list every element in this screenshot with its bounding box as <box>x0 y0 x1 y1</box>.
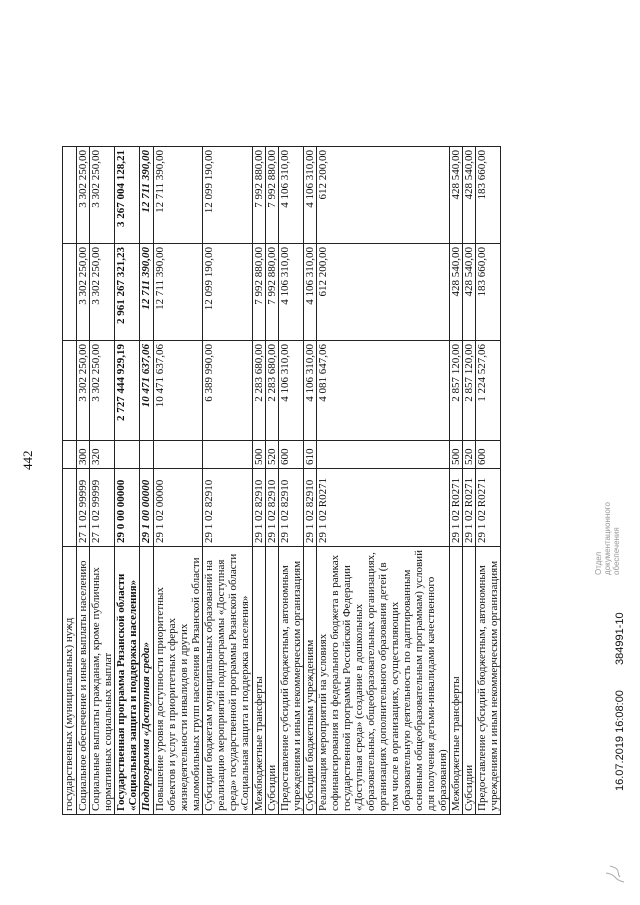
row-2019-cell: 2 857 120,00 <box>463 341 476 441</box>
row-2021-cell: 428 540,00 <box>463 147 476 244</box>
row-2020-cell: 4 106 310,00 <box>304 244 317 341</box>
row-2020-cell: 12 099 190,00 <box>203 244 253 341</box>
row-name-cell: Межбюджетные трансферты <box>253 547 266 815</box>
page-number: 442 <box>20 450 35 470</box>
row-2021-cell: 7 992 880,00 <box>266 147 279 244</box>
row-2020-cell: 612 200,00 <box>317 244 450 341</box>
row-csr-cell: 29 1 02 82910 <box>203 469 253 547</box>
row-vr-cell: 320 <box>90 441 115 469</box>
row-vr-cell <box>203 441 253 469</box>
row-2020-cell: 12 711 390,00 <box>140 244 154 341</box>
row-2021-cell: 3 267 004 128,21 <box>115 147 140 244</box>
row-2021-cell: 183 660,00 <box>476 147 501 244</box>
row-vr-cell <box>63 441 77 469</box>
row-name-cell: Социальные выплаты гражданам, кроме публичных нормативных социальных выплат <box>90 547 115 815</box>
row-2019-cell: 2 283 680,00 <box>253 341 266 441</box>
row-vr-cell <box>317 441 450 469</box>
table-row <box>154 147 203 815</box>
row-vr-cell <box>140 441 154 469</box>
row-csr-cell: 27 1 02 99999 <box>90 469 115 547</box>
table-row <box>77 147 90 815</box>
row-vr-cell <box>154 441 203 469</box>
row-vr-cell: 600 <box>476 441 501 469</box>
row-2020-cell: 3 302 250,00 <box>77 244 90 341</box>
table-row <box>279 147 304 815</box>
row-2020-cell: 3 302 250,00 <box>90 244 115 341</box>
row-2019-cell: 4 106 310,00 <box>279 341 304 441</box>
table-row <box>450 147 463 815</box>
row-vr-cell <box>115 441 140 469</box>
office-stamp <box>594 500 621 575</box>
row-name-cell: Субсидии <box>463 547 476 815</box>
row-2019-cell: 2 857 120,00 <box>450 341 463 441</box>
row-2019-cell: 10 471 637,06 <box>154 341 203 441</box>
row-2021-cell <box>63 147 77 244</box>
row-2021-cell: 7 992 880,00 <box>253 147 266 244</box>
row-vr-cell: 610 <box>304 441 317 469</box>
row-csr-cell: 29 1 02 82910 <box>304 469 317 547</box>
row-vr-cell: 520 <box>266 441 279 469</box>
row-2020-cell: 7 992 880,00 <box>266 244 279 341</box>
row-2019-cell: 2 283 680,00 <box>266 341 279 441</box>
footer-doc-id: 384991-10 <box>614 612 626 665</box>
row-2020-cell <box>63 244 77 341</box>
table-row <box>317 147 450 815</box>
row-name-cell: Субсидии <box>266 547 279 815</box>
row-csr-cell: 29 1 02 82910 <box>266 469 279 547</box>
row-2019-cell <box>63 341 77 441</box>
handwritten-mark <box>600 863 628 885</box>
row-name-cell: Предоставление субсидий бюджетным, автономным учреждениям и иным некоммерческим организациям <box>279 547 304 815</box>
row-name-cell: Подпрограмма «Доступная среда» <box>140 547 154 815</box>
row-2020-cell: 7 992 880,00 <box>253 244 266 341</box>
row-name-cell: Межбюджетные трансферты <box>450 547 463 815</box>
row-2021-cell: 3 302 250,00 <box>77 147 90 244</box>
row-csr-cell: 29 1 02 R0271 <box>450 469 463 547</box>
row-name-cell: Субсидии бюджетам муниципальных образований на реализацию мероприятий подпрограммы «Доступная среда» государственной программы Рязанской области «Социальная защита и поддержка населения» <box>203 547 253 815</box>
row-2021-cell: 4 106 310,00 <box>304 147 317 244</box>
row-2021-cell: 612 200,00 <box>317 147 450 244</box>
row-vr-cell: 520 <box>463 441 476 469</box>
table-row <box>140 147 154 815</box>
row-csr-cell <box>63 469 77 547</box>
row-2020-cell: 12 711 390,00 <box>154 244 203 341</box>
row-vr-cell: 500 <box>450 441 463 469</box>
table-row <box>266 147 279 815</box>
table-row <box>304 147 317 815</box>
row-2021-cell: 4 106 310,00 <box>279 147 304 244</box>
document-footer <box>614 590 626 791</box>
table-row <box>90 147 115 815</box>
row-2020-cell: 428 540,00 <box>463 244 476 341</box>
row-2019-cell: 3 302 250,00 <box>90 341 115 441</box>
row-2019-cell: 2 727 444 929,19 <box>115 341 140 441</box>
row-2019-cell: 3 302 250,00 <box>77 341 90 441</box>
row-2021-cell: 428 540,00 <box>450 147 463 244</box>
stamp-text: Отдел документационного обеспечения <box>594 502 621 575</box>
row-csr-cell: 29 1 02 R0271 <box>317 469 450 547</box>
row-name-cell: государственных (муниципальных) нужд <box>63 547 77 815</box>
row-2020-cell: 428 540,00 <box>450 244 463 341</box>
row-name-cell: Субсидии бюджетным учреждениям <box>304 547 317 815</box>
row-name-cell: Государственная программа Рязанской области «Социальная защита и поддержка населения» <box>115 547 140 815</box>
row-csr-cell: 29 1 02 00000 <box>154 469 203 547</box>
row-name-cell: Повышение уровня доступности приоритетных объектов и услуг в приоритетных сферах жизнедеятельности инвалидов и других маломобильных групп населения в Рязанской области <box>154 547 203 815</box>
row-csr-cell: 29 1 00 00000 <box>140 469 154 547</box>
table-row <box>203 147 253 815</box>
row-vr-cell: 600 <box>279 441 304 469</box>
table-row <box>253 147 266 815</box>
row-vr-cell: 500 <box>253 441 266 469</box>
row-csr-cell: 27 1 02 99999 <box>77 469 90 547</box>
row-csr-cell: 29 1 02 82910 <box>253 469 266 547</box>
row-2021-cell: 12 711 390,00 <box>154 147 203 244</box>
row-name-cell: Социальное обеспечение и иные выплаты населению <box>77 547 90 815</box>
row-2021-cell: 3 302 250,00 <box>90 147 115 244</box>
row-2021-cell: 12 711 390,00 <box>140 147 154 244</box>
row-name-cell: Предоставление субсидий бюджетным, автономным учреждениям и иным некоммерческим организациям <box>476 547 501 815</box>
row-2019-cell: 4 081 647,06 <box>317 341 450 441</box>
footer-timestamp: 16.07.2019 16:08:00 <box>614 690 626 791</box>
row-2021-cell: 12 099 190,00 <box>203 147 253 244</box>
row-2019-cell: 4 106 310,00 <box>304 341 317 441</box>
row-2020-cell: 4 106 310,00 <box>279 244 304 341</box>
table-row <box>63 147 77 815</box>
row-vr-cell: 300 <box>77 441 90 469</box>
budget-table <box>62 146 501 815</box>
table-row <box>463 147 476 815</box>
table-row <box>476 147 501 815</box>
row-csr-cell: 29 1 02 R0271 <box>463 469 476 547</box>
row-2020-cell: 2 961 267 321,23 <box>115 244 140 341</box>
row-csr-cell: 29 0 00 00000 <box>115 469 140 547</box>
row-2019-cell: 1 224 527,06 <box>476 341 501 441</box>
row-2019-cell: 10 471 637,06 <box>140 341 154 441</box>
row-csr-cell: 29 1 02 82910 <box>279 469 304 547</box>
table-row <box>115 147 140 815</box>
budget-table-body <box>63 147 501 815</box>
row-2020-cell: 183 660,00 <box>476 244 501 341</box>
row-name-cell: Реализация мероприятий на условиях софинансирования из федерального бюджета в рамках государственной программы Российской Федерации «Доступная среда» (создание в дошкольных образовательных, общеобразовательных организациях, организациях дополнительного образования детей (в том числе в организациях, осуществляющих образовательную деятельность по адаптированным основным общеобразовательным программам) условий для получения детьми-инвалидами качественного образования) <box>317 547 450 815</box>
row-csr-cell: 29 1 02 R0271 <box>476 469 501 547</box>
row-2019-cell: 6 389 990,00 <box>203 341 253 441</box>
